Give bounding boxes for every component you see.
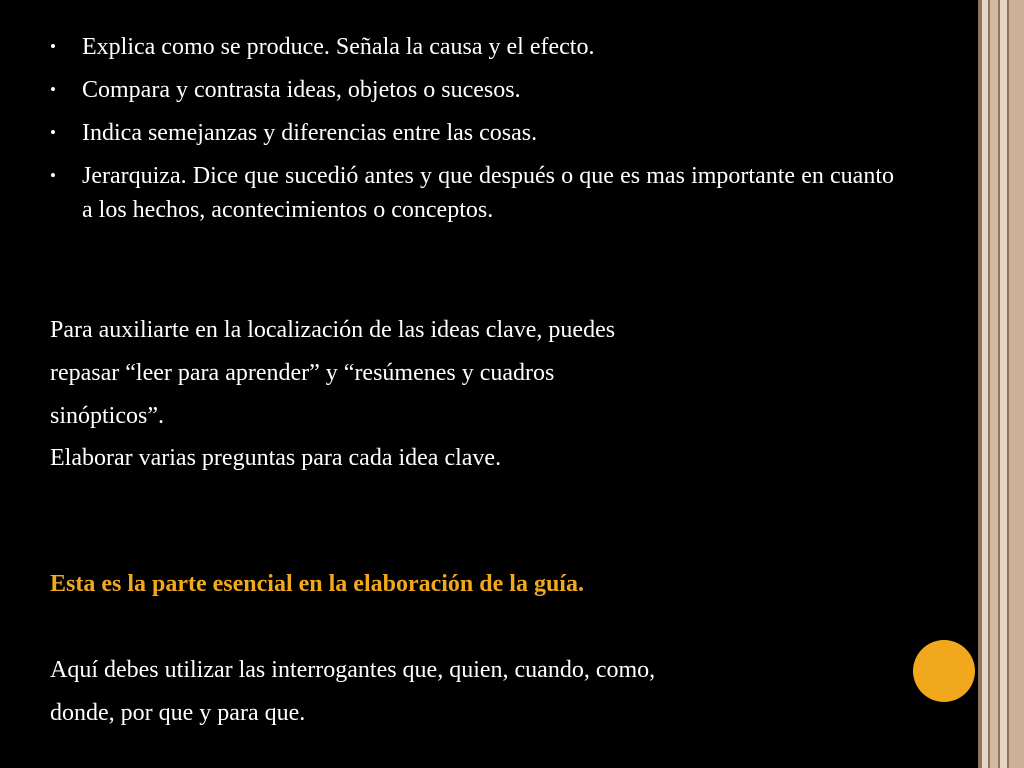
- accent-circle: [913, 640, 975, 702]
- auxiliar-paragraph: [50, 309, 910, 438]
- bullet-marker: •: [50, 80, 56, 99]
- auxiliar-line: repasar “leer para aprender” y “resúmenes y cuadros: [50, 360, 555, 386]
- elaborar-paragraph: Elaborar varias preguntas para cada idea clave.: [50, 445, 502, 471]
- frame-stripe: [1000, 0, 1007, 768]
- key-statement: Esta es la parte esencial en la elaboración de la guía.: [50, 571, 584, 597]
- bullet-marker: •: [50, 37, 56, 56]
- frame-stripe: [990, 0, 998, 768]
- bullet-item: [48, 159, 894, 227]
- interrogantes-line: Aquí debes utilizar las interrogantes que, quien, cuando, como,: [50, 657, 656, 683]
- bullet-item: [48, 73, 894, 107]
- auxiliar-line: Para auxiliarte en la localización de las ideas clave, puedes: [50, 317, 616, 343]
- bullet-item: [48, 116, 894, 150]
- auxiliar-line: sinópticos”.: [50, 403, 164, 429]
- bullet-text: Explica como se produce. Señala la causa y el efecto.: [82, 34, 595, 60]
- bullet-item: [48, 30, 894, 64]
- bullet-text: Compara y contrasta ideas, objetos o sucesos.: [82, 77, 521, 103]
- interrogantes-line: donde, por que y para que.: [50, 700, 306, 726]
- interrogantes-paragraph: [50, 649, 910, 735]
- frame-border: [1009, 0, 1024, 768]
- bullet-text: Jerarquiza. Dice que sucedió antes y que después o que es mas importante en cuanto a los hechos, acontecimientos o conceptos.: [82, 163, 894, 223]
- bullet-list: [48, 30, 894, 236]
- bullet-marker: •: [50, 166, 56, 185]
- bullet-marker: •: [50, 123, 56, 142]
- bullet-text: Indica semejanzas y diferencias entre las cosas.: [82, 120, 538, 146]
